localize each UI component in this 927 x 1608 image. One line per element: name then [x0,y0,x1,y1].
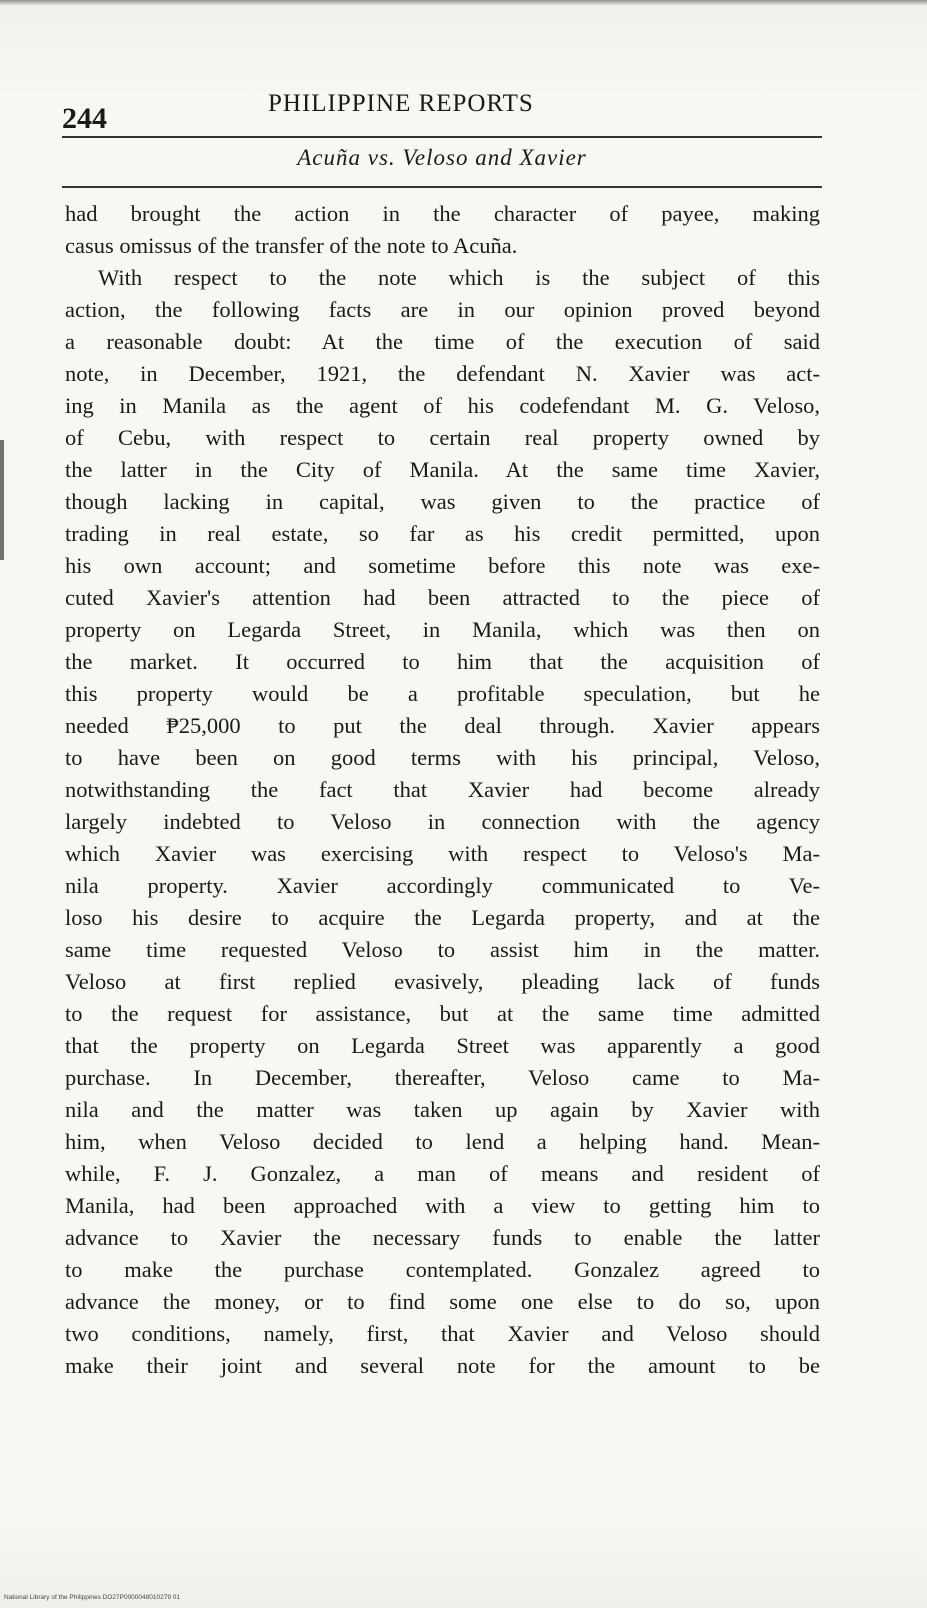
text-line: the market. It occurred to him that the acquisition of [65,649,820,674]
text-line: two conditions, namely, first, that Xavier and Veloso should [65,1321,820,1346]
text-line: Manila, had been approached with a view to getting him to [65,1193,820,1218]
text-line: casus omissus of the transfer of the note to Acuña. [65,233,518,258]
text-line: this property would be a profitable speculation, but he [65,681,820,706]
text-line: to the request for assistance, but at the same time admitted [65,1001,820,1026]
text-line: loso his desire to acquire the Legarda property, and at the [65,905,820,930]
header-rule-top [62,136,822,138]
text-line: cuted Xavier's attention had been attracted to the piece of [65,585,820,610]
text-line: the latter in the City of Manila. At the same time Xavier, [65,457,820,482]
text-line: purchase. In December, thereafter, Veloso came to Ma- [65,1065,820,1090]
case-title: Acuña vs. Veloso and Xavier [297,145,587,170]
text-line: With respect to the note which is the subject of this [98,265,820,290]
text-line: a reasonable doubt: At the time of the execution of said [65,329,820,354]
text-line: while, F. J. Gonzalez, a man of means and resident of [65,1161,820,1186]
text-line: of Cebu, with respect to certain real property owned by [65,425,820,450]
running-title: PHILIPPINE REPORTS [268,90,534,117]
text-line: largely indebted to Veloso in connection with the agency [65,809,820,834]
text-line: his own account; and sometime before this note was exe- [65,553,820,578]
text-line: ing in Manila as the agent of his codefendant M. G. Veloso, [65,393,820,418]
text-line: note, in December, 1921, the defendant N. Xavier was act- [65,361,820,386]
text-line: to make the purchase contemplated. Gonzalez agreed to [65,1257,820,1282]
footer-imprint: National Library of the Philippines DO27P0000048010279 01 [4,1594,180,1601]
header-rule-bottom [62,186,822,188]
text-line: action, the following facts are in our opinion proved beyond [65,297,820,322]
text-line: had brought the action in the character of payee, making [65,201,820,226]
text-line: to have been on good terms with his principal, Veloso, [65,745,820,770]
text-line: advance to Xavier the necessary funds to enable the latter [65,1225,820,1250]
text-line: which Xavier was exercising with respect to Veloso's Ma- [65,841,820,866]
text-line: same time requested Veloso to assist him in the matter. [65,937,820,962]
text-line: nila and the matter was taken up again by Xavier with [65,1097,820,1122]
scan-top-edge [0,0,927,6]
text-line: nila property. Xavier accordingly communicated to Ve- [65,873,820,898]
text-line: him, when Veloso decided to lend a helping hand. Mean- [65,1129,820,1154]
text-line: advance the money, or to find some one else to do so, upon [65,1289,820,1314]
text-line: that the property on Legarda Street was apparently a good [65,1033,820,1058]
page-header [62,84,822,134]
text-line: notwithstanding the fact that Xavier had become already [65,777,820,802]
text-line: trading in real estate, so far as his credit permitted, upon [65,521,820,546]
text-line: make their joint and several note for the amount to be [65,1353,820,1378]
text-line: though lacking in capital, was given to the practice of [65,489,820,514]
scan-left-edge-mark [0,440,4,560]
page-number: 244 [62,102,107,135]
text-line: Veloso at first replied evasively, pleading lack of funds [65,969,820,994]
body-text [65,198,820,1382]
text-line: needed ₱25,000 to put the deal through. Xavier appears [65,713,820,738]
text-line: property on Legarda Street, in Manila, which was then on [65,617,820,642]
